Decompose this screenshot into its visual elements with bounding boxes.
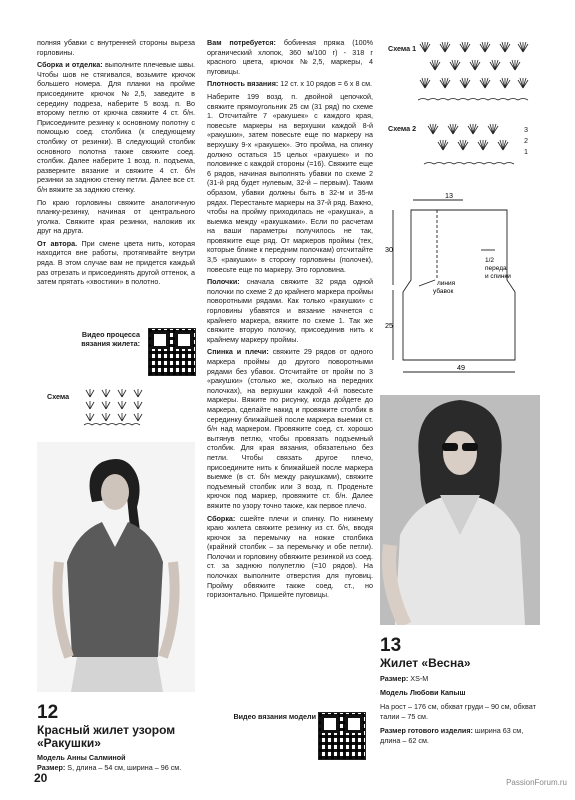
paragraph: Спинка и плечи: свяжите 29 рядов от одного маркера проймы до другого поворотными рядами без убавок. Отсчитайте от пройм по 3 «ракушки» (столько же, сколько на передних полочках), на верхушки каждой 4-й повесьте маркеры. Вяжите по рисунку, когда дойдете до маркера, сделайте накид и провяжите столбик в серединку ближайшей после маркера выемки ст. б/н над маркером. Провяжите соед. ст. хорошо вытянув петлю, чтобы провязать подъемный столбик. Для края вязания, обязательно без петли. Чтобы связать другое плечо, присоедините нить к ближайшей после маркера выемке (в ст. б/н между ракушками), свяжите подъемный столбик или 3 возд. п. Проденьте крючок под маркер, провяжите ст. б/н. Далее вяжите по узору точно также, как первое плечо. (207, 347, 373, 510)
paragraph: Плотность вязания: 12 ст. х 10 рядов = 6 х 8 см. (207, 79, 373, 89)
model-13-caption (380, 635, 545, 746)
dim-49: 49 (457, 363, 465, 372)
model-author: Модель Анны Салминой (37, 753, 126, 762)
svg-text:переда: переда (485, 265, 507, 272)
scheme-1-label: Схема 1 (388, 44, 417, 53)
model-size: Размер: XS-M (380, 674, 429, 683)
model-12-caption (37, 702, 197, 773)
dim-25: 25 (385, 321, 393, 330)
model-author: Модель Любови Капыш (380, 688, 466, 697)
crochet-scheme-2 (420, 120, 516, 172)
paragraph: По краю горловины свяжите аналогичную планку-резинку, начиная от центрального уголка. Свяжите края резинки, наложив их друг на друга. (37, 197, 195, 236)
qr-caption: Видео процесса вязания жилета: (81, 330, 140, 348)
crochet-scheme-1 (418, 38, 530, 108)
scheme-label: Схема (47, 392, 70, 401)
half-label: 1/2 (485, 257, 495, 264)
svg-text:убавок: убавок (433, 288, 454, 295)
model-title: Красный жилет узором «Ракушки» (37, 723, 176, 750)
model-12-photo (37, 442, 195, 692)
paragraph: Вам потребуется: бобинная пряжа (100% органический хлопок, 360 м/100 г) - 318 г красного цвета, крючок №2,5, маркеры, 4 пуговицы. (207, 38, 373, 76)
model-number: 13 (380, 635, 402, 656)
model-13-photo (380, 395, 540, 625)
crochet-scheme-small (82, 385, 144, 433)
scheme-2-label: Схема 2 (388, 124, 417, 133)
qr-code[interactable] (148, 328, 196, 376)
page-number: 20 (34, 771, 48, 785)
model-height: На рост – 176 см, обхват груди – 90 см, обхват талии – 75 см. (380, 702, 536, 721)
column-middle-text (207, 38, 373, 603)
model-number: 12 (37, 702, 59, 723)
model-title: Жилет «Весна» (380, 656, 471, 670)
dim-30: 30 (385, 245, 393, 254)
qr-caption: Видео вязания модели (233, 712, 316, 721)
paragraph: Сборка: сшейте плечи и спинку. По нижнему краю жилета свяжите резинку из ст. б/н, вводя крючок за перемычку на ножке столбика (крайний столбик – за перемычку и обе петли). Полочки и горловину обвяжите резинкой из соед. ст. за заднюю полупетлю (=10 рядов). На полочках выполните отверстия для пуговиц. Пройму обвяжите также соед. ст., но горизонтально. Пришейте пуговицы. (207, 513, 373, 600)
garment-schematic (385, 190, 545, 380)
paragraph: полняя убавки с внутренней стороны выреза горловины. (37, 38, 195, 57)
line-label: линия (437, 280, 456, 287)
row-numbers: 3 2 1 (524, 125, 528, 156)
paragraph: От автора. При смене цвета нить, которая находится вне работы, протягивайте внутри ряда. В этом случае вам не придется каждый раз отрезать и присоединять другой оттенок, а затем прятать «хвостики» в полотно. (37, 238, 195, 287)
qr-code[interactable] (318, 712, 366, 760)
paragraph: Полочки: сначала свяжите 32 ряда одной полочки по схеме 2 до крайнего маркера проймы поворотными рядами. Как только «ракушки» с горловины убавятся и вязание начнется с крайнего маркера, вяжите по схеме 1. Так же свяжите вторую полочку, присоединив нить к крайнему маркеру проймы. (207, 277, 373, 344)
model-size: Размер: S, длина – 54 см, ширина – 96 см. (37, 763, 182, 772)
dim-13: 13 (445, 191, 453, 200)
watermark: PassionForum.ru (506, 778, 567, 787)
svg-text:и спинки: и спинки (485, 273, 511, 280)
paragraph: Сборка и отделка: выполните плечевые швы. Чтобы шов не стягивался, возьмите крючок большего номера. Для планки на пройме присоедините крючок №2,5, заведите в середину подреза, наберите 5 возд. п. Во второму петлю от крючка свяжите 4 ст. б/н. Присоедините резинку к основному полотну с помощью соед. столбика (к следующему столбику от резинки). В следующий столбик основного полотна также свяжите соед. столбик. Далее наберите 1 возд. п. подъема, разверните вязание и свяжите 4 ст. б/н резинки за заднюю стенку петли. Далее все ст. б/н вяжите за заднюю стенку. (37, 60, 195, 194)
column-left-text (37, 38, 195, 290)
model-ready-size: Размер готового изделия: ширина 63 см, длина – 62 см. (380, 726, 524, 745)
paragraph: Наберите 199 возд. п. двойной цепочкой, свяжите прямоугольник 25 см (31 ряд) по схеме 1. Отсчитайте 7 «ракушек» с каждого края, повесьте маркеры на верхушки каждой 8-й «ракушки», затем повесьте еще по маркеру на верхушку 9-х «ракушек». Это пройма, на спинку должно остаться 15 целых «ракушек» и по половинке с каждой стороны (=16). Свяжите еще 6 рядов, начиная выполнять убавки по схеме 2 (31-й ряд будет нулевым, 32-й – первым). Таким образом, убавки должны быть в 32-м и 35-м рядах. Перестаньте маркеры на 37-й ряд. Важно, чтобы на пройму приходилась не «ракушка», а выемка между «ракушками». Если по расчетам на ваши параметры получилось не так, провяжите еще ряд. От маркеров проймы (тех, которые ближе к передним полочкам) отсчитайте 3,5 «ракушки» в сторону горловины (полочек), повесьте еще по маркеру. Это горловина. (207, 91, 373, 274)
